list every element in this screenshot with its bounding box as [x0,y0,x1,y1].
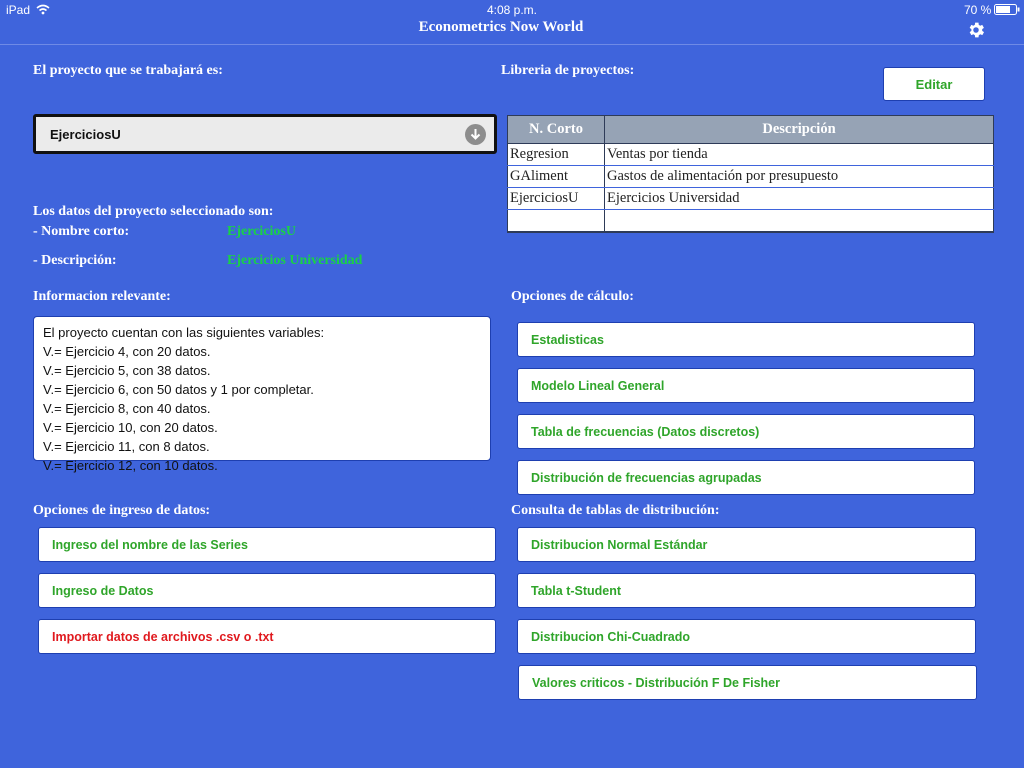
page-title: Econometrics Now World [418,19,584,35]
info-line: V.= Ejercicio 11, con 8 datos. [43,439,210,454]
table-cell: Regresion [508,144,605,166]
description-value: Ejercicios Universidad [227,253,363,268]
info-heading: Informacion relevante: [33,289,171,304]
details-heading: Los datos del proyecto seleccionado son: [33,204,274,219]
table-row[interactable] [508,188,994,210]
project-selector[interactable] [33,114,497,154]
info-line: V.= Ejercicio 4, con 20 datos. [43,344,211,359]
grouped-frequency-button[interactable]: Distribución de frecuencias agrupadas [517,460,975,495]
project-selector-value: EjerciciosU [50,126,121,142]
gear-icon[interactable] [966,20,986,40]
table-cell: Gastos de alimentación por presupuesto [605,166,994,188]
frequency-table-button[interactable]: Tabla de frecuencias (Datos discretos) [517,414,975,449]
f-fisher-button[interactable]: Valores criticos - Distribución F De Fisher [518,665,977,700]
table-cell: GAliment [508,166,605,188]
dist-tables-heading: Consulta de tablas de distribución: [511,503,720,518]
column-header-description: Descripción [605,116,994,144]
battery-icon [994,4,1020,15]
table-cell: EjerciciosU [508,188,605,210]
import-file-button[interactable]: Importar datos de archivos .csv o .txt [38,619,496,654]
series-names-button[interactable]: Ingreso del nombre de las Series [38,527,496,562]
table-row[interactable] [508,166,994,188]
table-cell: Ejercicios Universidad [605,188,994,210]
library-table [507,115,994,233]
short-name-label: - Nombre corto: [33,224,130,239]
data-entry-heading: Opciones de ingreso de datos: [33,503,211,518]
info-line: El proyecto cuentan con las siguientes variables: [43,325,325,340]
info-line: V.= Ejercicio 6, con 50 datos y 1 por completar. [43,382,314,397]
table-cell [508,210,605,233]
chi-square-button[interactable]: Distribucion Chi-Cuadrado [517,619,976,654]
nav-divider [0,44,1024,45]
t-student-button[interactable]: Tabla t-Student [517,573,976,608]
info-line: V.= Ejercicio 12, con 10 datos. [43,458,218,473]
status-time: 4:08 p.m. [486,3,538,17]
library-heading: Libreria de proyectos: [501,63,635,78]
table-cell: Ventas por tienda [605,144,994,166]
table-row[interactable] [508,144,994,166]
statistics-button[interactable]: Estadisticas [517,322,975,357]
info-line: V.= Ejercicio 8, con 40 datos. [43,401,211,416]
table-cell [605,210,994,233]
calc-options-heading: Opciones de cálculo: [511,289,634,304]
general-linear-model-button[interactable]: Modelo Lineal General [517,368,975,403]
info-line: V.= Ejercicio 5, con 38 datos. [43,363,211,378]
description-label: - Descripción: [33,253,117,268]
edit-button[interactable]: Editar [883,67,985,101]
battery-percent: 70 % [964,3,992,17]
status-device: iPad [6,3,31,17]
column-header-short-name: N. Corto [508,116,605,144]
normal-distribution-button[interactable]: Distribucion Normal Estándar [517,527,976,562]
arrow-down-circle-icon[interactable] [465,124,486,145]
info-text-area[interactable] [33,316,491,473]
short-name-value: EjerciciosU [227,224,296,239]
data-entry-button[interactable]: Ingreso de Datos [38,573,496,608]
project-heading: El proyecto que se trabajará es: [33,63,223,78]
table-row[interactable] [508,210,994,233]
info-line: V.= Ejercicio 10, con 20 datos. [43,420,218,435]
